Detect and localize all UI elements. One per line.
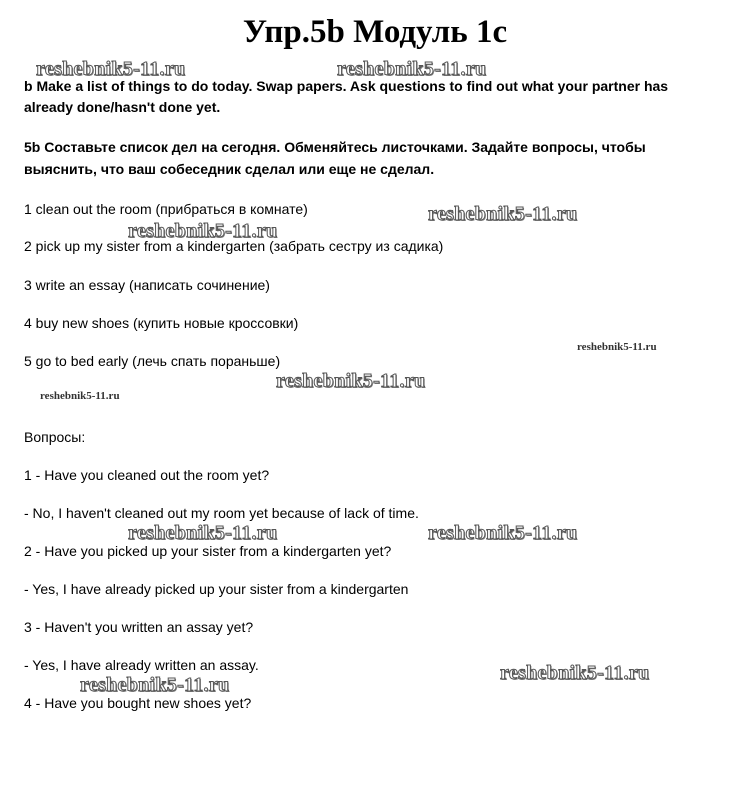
list-item: 5 go to bed early (лечь спать пораньше) [24,353,281,369]
watermark: reshebnik5-11.ru [128,220,278,242]
qa-line: 3 - Haven't you written an assay yet? [24,619,254,635]
qa-line: 4 - Have you bought new shoes yet? [24,695,252,711]
qa-line: 1 - Have you cleaned out the room yet? [24,467,270,483]
task-ru-line-1: 5b Составьте список дел на сегодня. Обменяйтесь листочками. Задайте вопросы, чтобы [24,139,646,155]
watermark: reshebnik5-11.ru [428,522,578,544]
questions-heading: Вопросы: [24,429,86,445]
list-item: 3 write an essay (написать сочинение) [24,277,270,293]
watermark: reshebnik5-11.ru [500,662,650,684]
watermark: reshebnik5-11.ru [128,522,278,544]
watermark: reshebnik5-11.ru [40,390,120,402]
watermark: reshebnik5-11.ru [36,58,186,80]
watermark: reshebnik5-11.ru [337,58,487,80]
qa-line: - Yes, I have already picked up your sister from a kindergarten [24,581,409,597]
watermark: reshebnik5-11.ru [577,341,657,353]
task-ru-line-2: выяснить, что ваш собеседник сделал или еще не сделал. [24,161,435,177]
list-item: 2 pick up my sister from a kindergarten (забрать сестру из садика) [24,238,444,254]
qa-line: 2 - Have you picked up your sister from a kindergarten yet? [24,543,392,559]
watermark: reshebnik5-11.ru [276,370,426,392]
task-en-line-2: already done/hasn't done yet. [24,99,221,115]
task-en-line-1: b Make a list of things to do today. Swap papers. Ask questions to find out what your partner has [24,78,669,94]
qa-line: - Yes, I have already written an assay. [24,657,259,673]
watermark: reshebnik5-11.ru [428,203,578,225]
list-item: 4 buy new shoes (купить новые кроссовки) [24,315,299,331]
watermark: reshebnik5-11.ru [80,674,230,696]
list-item: 1 clean out the room (прибраться в комнате) [24,201,308,217]
qa-line: - No, I haven't cleaned out my room yet because of lack of time. [24,505,419,521]
page-title: Упр.5b Модуль 1с [242,14,508,50]
